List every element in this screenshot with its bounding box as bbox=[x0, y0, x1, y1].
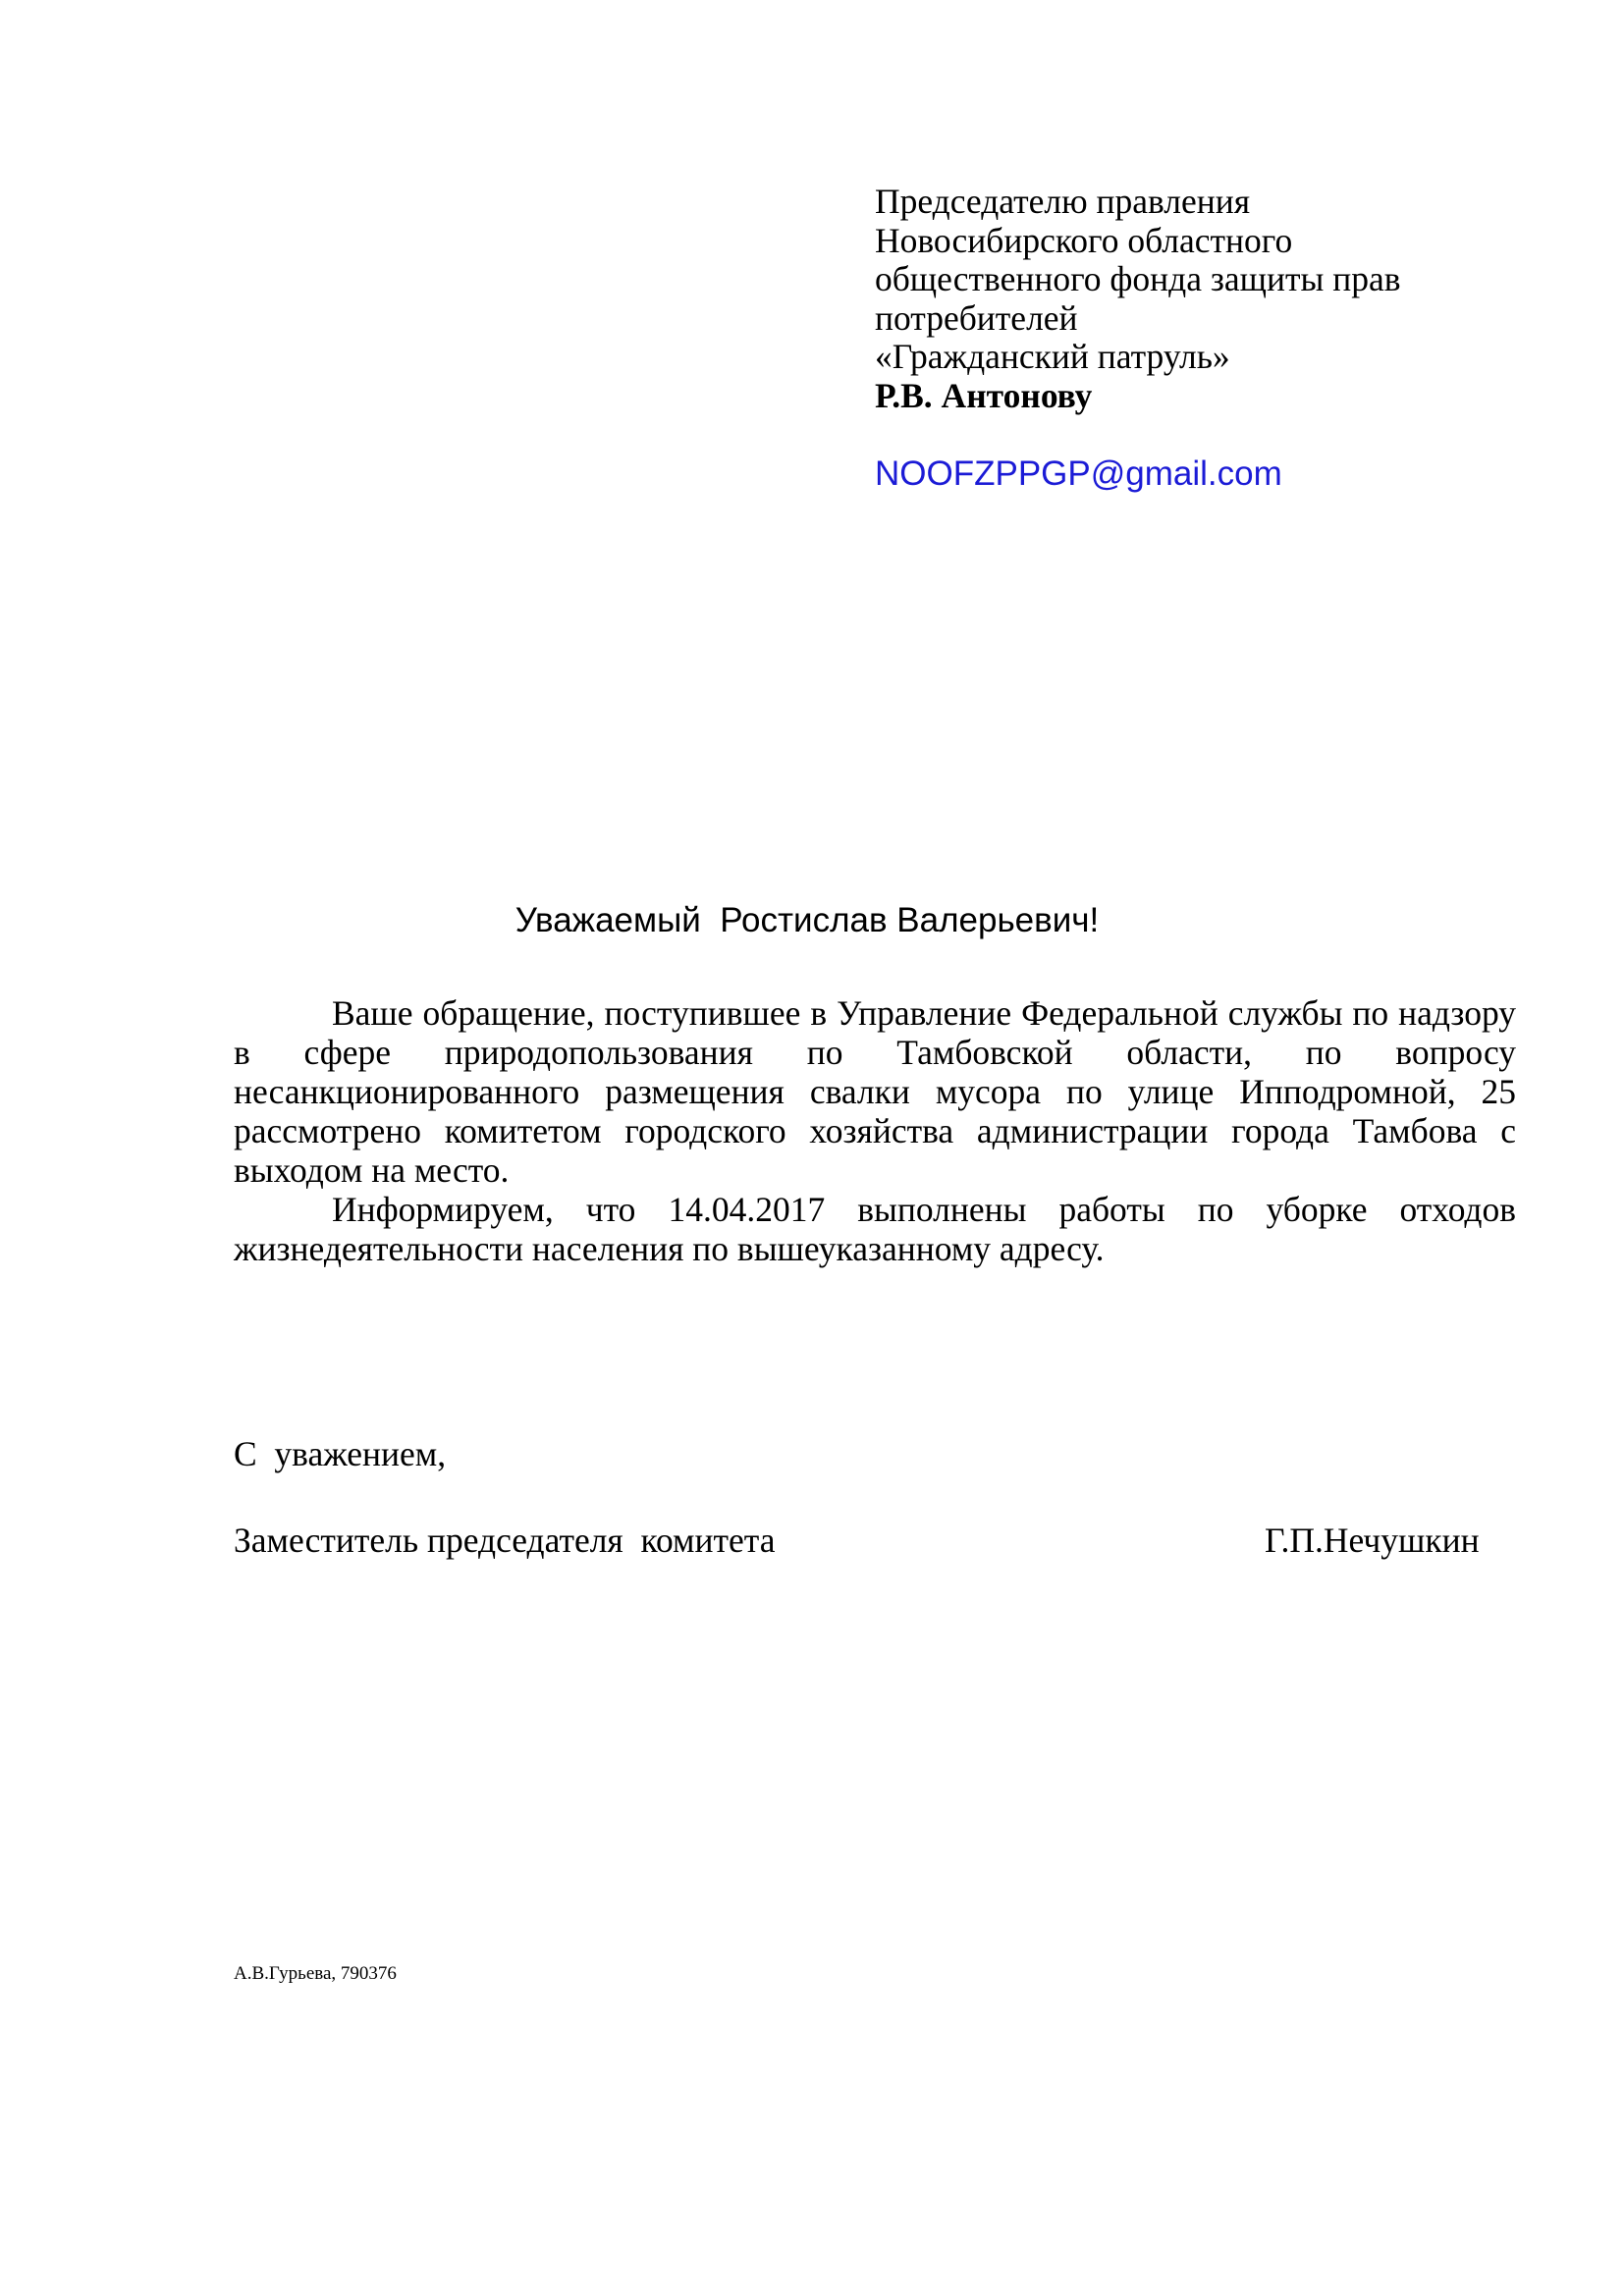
salutation bbox=[0, 901, 1624, 940]
addressee-name: Р.В. Антонову bbox=[875, 375, 1093, 415]
signer-position: Заместитель председателя комитета bbox=[234, 1521, 776, 1560]
addressee-block bbox=[875, 183, 1543, 494]
addressee-line: Председателю правления bbox=[875, 182, 1251, 221]
body-paragraph: Ваше обращение, поступившее в Управление Федеральной службы по надзору в сфере природопользования по Тамбовской области, по вопросу несанкционированного размещения свалки мусора по улице Ипподромной, 25 рассмотрено комитетом городского хозяйства администрации города Тамбова с выходом на место. bbox=[234, 993, 1516, 1190]
addressee-line: общественного фонда защиты прав bbox=[875, 259, 1401, 298]
executor-note: А.В.Гурьева, 790376 bbox=[234, 1963, 397, 1984]
salutation-text: Уважаемый Ростислав Валерьевич! bbox=[514, 901, 1100, 939]
addressee-line: Новосибирского областного bbox=[875, 220, 1293, 260]
closing-phrase: С уважением, bbox=[234, 1434, 447, 1473]
body-paragraph: Информируем, что 14.04.2017 выполнены работы по уборке отходов жизнедеятельности населения по вышеуказанному адресу. bbox=[234, 1190, 1516, 1268]
addressee-line: «Гражданский патруль» bbox=[875, 337, 1230, 376]
signer-name: Г.П.Нечушкин bbox=[1265, 1521, 1480, 1560]
addressee-email-link[interactable]: NOOFZPPGP@gmail.com bbox=[875, 454, 1282, 493]
letter-body bbox=[234, 993, 1516, 1268]
addressee-line: потребителей bbox=[875, 297, 1078, 338]
